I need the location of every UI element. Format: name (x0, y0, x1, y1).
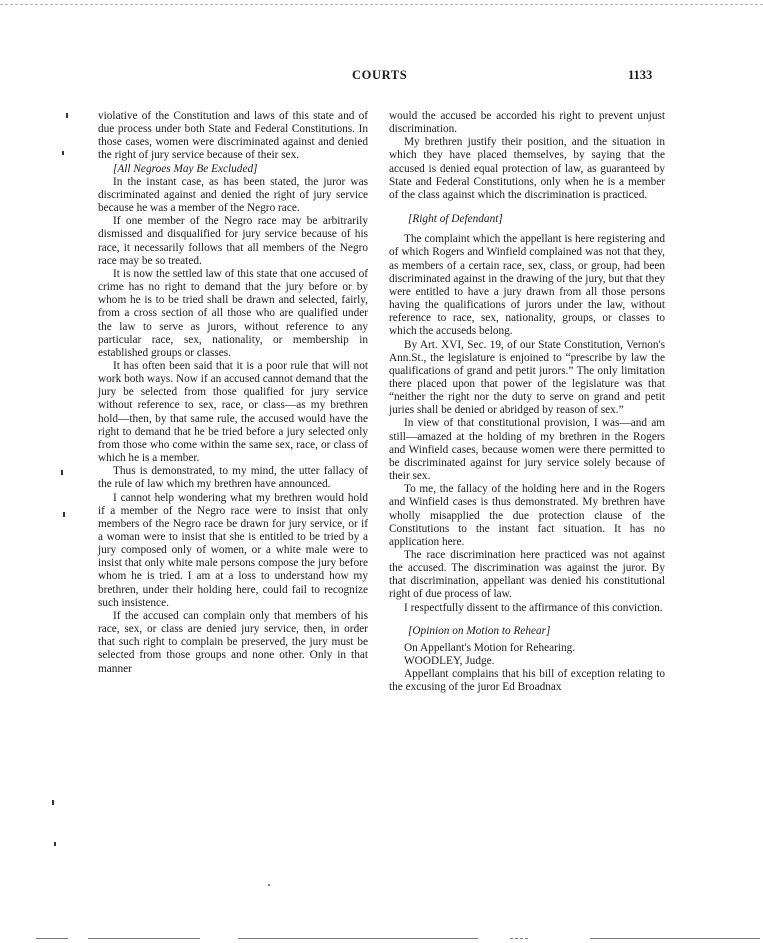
margin-mark (66, 113, 68, 118)
paragraph: Thus is demonstrated, to my mind, the utter fallacy of the rule of law which my brethren have announced. (98, 465, 368, 491)
margin-mark (52, 800, 54, 805)
bottom-rule (88, 938, 200, 939)
right-column (389, 110, 665, 695)
paragraph: On Appellant's Motion for Rehearing. (404, 641, 576, 654)
bottom-rule (36, 938, 68, 939)
paragraph: The complaint which the appellant is here registering and of which Rogers and Winfield complained was not that they, as members of a certain race, sex, class, or group, had been discriminated against in the drawing of the jury, but that they were entitled to have a jury drawn from all those persons having the qualifications of jurors under the law, without reference to race, sex, nationality, groups, or classes to which the accuseds belong. (389, 233, 665, 338)
page-number: 1133 (628, 68, 653, 82)
paragraph: In the instant case, as has been stated, the juror was discriminated against and denied the right of jury service because he was a member of the Negro race. (98, 175, 368, 215)
paragraph: It has often been said that it is a poor rule that will not work both ways. Now if an accused cannot demand that the jury be selected from those qualified for jury service without reference to sex, race, or class—as my brethren hold—then, by that same rule, the accused would have the right to demand that he be tried before a jury selected only from those who come within the same sex, race, or class of which he is a member. (98, 359, 368, 465)
bottom-rule (510, 938, 528, 939)
bottom-rule (238, 938, 478, 939)
paragraph: If one member of the Negro race may be arbitrarily dismissed and disqualified for jury service because of his race, it necessarily follows that all members of the Negro race may be so treated. (98, 215, 368, 267)
paragraph: By Art. XVI, Sec. 19, of our State Constitution, Vernon's Ann.St., the legislature is enjoined to “prescribe by law the qualifications of grand and petit jurors.” The only limitation there placed upon that power of the legislature was that “neither the right nor the duty to serve on grand and petit juries shall be denied or abridged by reason of sex.” (389, 338, 665, 417)
paragraph: Appellant complains that his bill of exception relating to the excusing of the juror Ed Broadnax (389, 668, 665, 694)
paragraph: violative of the Constitution and laws of this state and of due process under both State and Federal Constitutions. In those cases, women were discriminated against and denied the right of jury service because of their sex. (98, 110, 368, 162)
paragraph: WOODLEY, Judge. (404, 655, 495, 668)
section-heading: [Right of Defendant] (408, 213, 503, 226)
bottom-rule (590, 938, 760, 939)
page-header (0, 68, 763, 86)
paragraph: In view of that constitutional provision, I was—and am still—amazed at the holding of my brethren in the Rogers and Winfield cases, because women were there permitted to be discriminated against for jury service solely because of their sex. (389, 417, 665, 483)
speck (268, 884, 270, 886)
paragraph: If the accused can complain only that members of his race, sex, or class are denied jury service, then, in order that such right to complain be preserved, the jury must be selected from those groups and none other. Only in that manner (98, 609, 368, 675)
section-heading: [All Negroes May Be Excluded] (113, 162, 258, 175)
margin-mark (61, 470, 63, 475)
left-column (98, 110, 368, 676)
section-heading: [Opinion on Motion to Rehear] (408, 624, 551, 637)
paragraph: The race discrimination here practiced was not against the accused. The discrimination was against the juror. By that discrimination, appellant was denied his constitutional right of due process of law. (389, 549, 665, 601)
paragraph: My brethren justify their position, and the situation in which they have placed themselves, by saying that the accused is denied equal protection of law, as guaranteed by State and Federal Constitutions, only when he is a member of the class against which the discrimination is practiced. (389, 136, 665, 201)
paragraph: would the accused be accorded his right to prevent unjust discrimination. (389, 110, 665, 136)
top-edge-rule (0, 4, 763, 5)
paragraph: I respectfully dissent to the affirmance of this conviction. (404, 601, 663, 614)
paragraph: I cannot help wondering what my brethren would hold if a member of the Negro race were to insist that only members of the Negro race be drawn for jury service, or if a woman were to insist that she is entitled to be tried by a jury composed only of women, or a white male were to insist that only white male persons compose the jury before whom he is tried. I am at a loss to understand how my brethren, under their holding here, could fail to recognize such insistence. (98, 491, 368, 609)
margin-mark (62, 151, 64, 155)
margin-mark (54, 842, 56, 846)
paragraph: To me, the fallacy of the holding here and in the Rogers and Winfield cases is thus demonstrated. My brethren have wholly misapplied the due protection clause of the Constitutions to the instant fact situation. It has no application here. (389, 483, 665, 548)
paragraph: It is now the settled law of this state that one accused of crime has no right to demand that the jury before or by whom he is to be tried shall be drawn and selected, fairly, from a cross section of all those who are qualified under the law to serve as jurors, without reference to any particular race, sex, nationality, or membership in established groups or classes. (98, 267, 368, 359)
running-head: COURTS (352, 68, 408, 82)
margin-mark (63, 512, 65, 517)
